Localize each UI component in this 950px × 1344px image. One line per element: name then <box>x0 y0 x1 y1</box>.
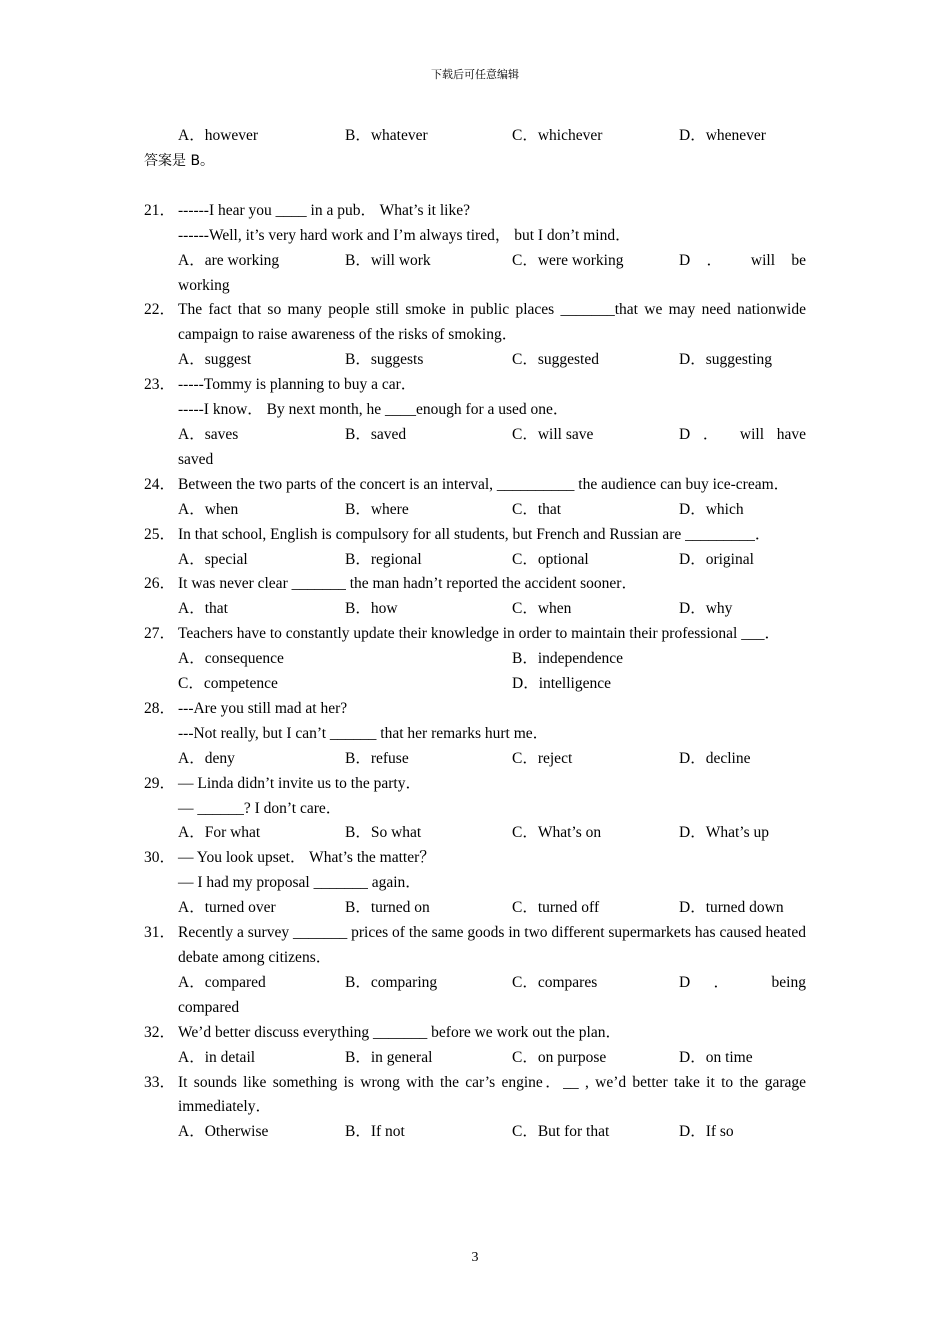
question-number: 23． <box>144 376 176 394</box>
question-number: 31． <box>144 924 176 942</box>
option-a: A．compared <box>178 973 266 991</box>
option-a: A．deny <box>178 749 235 767</box>
options-row <box>144 348 806 373</box>
option-d: D．decline <box>679 749 751 767</box>
option-a: A．however <box>178 127 259 144</box>
options-row <box>144 971 806 996</box>
option-d-continued: compared <box>178 998 240 1016</box>
question-26 <box>144 572 806 597</box>
question-number: 32． <box>144 1023 176 1041</box>
answer-note: 答案是 B。 <box>144 152 215 169</box>
option-a: A．Otherwise <box>178 1123 269 1141</box>
question-number: 27． <box>144 625 176 643</box>
option-a: A．when <box>178 500 239 518</box>
option-d: D．on time <box>679 1048 753 1066</box>
option-a: A．turned over <box>178 899 276 917</box>
option-a: A．consequence <box>178 650 284 668</box>
question-number: 30． <box>144 849 176 867</box>
option-b: B．whatever <box>345 127 428 144</box>
question-text: Teachers have to constantly update their knowledge in order to maintain their professional ___． <box>178 625 780 643</box>
options-row <box>144 821 806 846</box>
question-21 <box>144 199 806 224</box>
option-c: C．reject <box>512 749 573 767</box>
question-number: 28． <box>144 699 176 717</box>
option-d-continued: saved <box>178 450 214 468</box>
question-number: 26． <box>144 575 176 593</box>
question-text: The fact that so many people still smoke in public places _______that we may need nationwide campaign to raise awareness of the risks of smoking． <box>178 301 806 344</box>
options-row <box>144 1120 806 1145</box>
option-d: D．turned down <box>679 899 784 917</box>
option-b: B．in general <box>345 1048 433 1066</box>
dialogue-line: — You look upset． What’s the matter？ <box>178 849 435 867</box>
option-b: B．If not <box>345 1123 405 1141</box>
option-c: C．were working <box>512 251 624 269</box>
page-header: 下载后可任意编辑 <box>431 68 519 81</box>
option-d: D．intelligence <box>512 675 611 693</box>
options-row <box>144 249 806 274</box>
option-d: D．whenever <box>679 127 766 144</box>
option-c: C．But for that <box>512 1123 610 1141</box>
option-c: C．that <box>512 500 562 518</box>
question-number: 29． <box>144 774 176 792</box>
question-32 <box>144 1021 806 1046</box>
option-b: B．saved <box>345 425 407 443</box>
option-d: D ． will be <box>679 251 806 269</box>
option-c: C．optional <box>512 550 589 568</box>
option-c: C．competence <box>178 675 278 693</box>
question-22 <box>144 298 806 348</box>
option-d: D．What’s up <box>679 824 769 842</box>
options-row <box>144 672 806 697</box>
option-d-continued: working <box>178 276 230 294</box>
option-a: A．For what <box>178 824 261 842</box>
dialogue-line: ------I hear you ____ in a pub． What’s it like? <box>178 201 470 219</box>
question-33 <box>144 1071 806 1121</box>
option-d: D．why <box>679 600 733 618</box>
options-row <box>144 597 806 622</box>
option-d: D ． will have <box>679 425 806 443</box>
option-b: B．suggests <box>345 351 424 369</box>
question-28 <box>144 697 806 722</box>
dialogue-line: ------Well, it’s very hard work and I’m always tired， but I don’t mind． <box>178 226 631 244</box>
option-c: C．What’s on <box>512 824 602 842</box>
option-a: A．are working <box>178 251 280 269</box>
options-row <box>144 548 806 573</box>
page-number: 3 <box>471 1250 479 1265</box>
options-row <box>144 647 806 672</box>
option-b: B．turned on <box>345 899 430 917</box>
dialogue-line: ---Not really, but I can’t ______ that her remarks hurt me． <box>178 724 549 742</box>
question-text: Recently a survey _______ prices of the same goods in two different supermarkets has caused heated debate among citizens． <box>178 924 806 966</box>
question-number: 24． <box>144 475 176 493</box>
option-c: C．whichever <box>512 127 603 144</box>
question-text: We’d better discuss everything _______ before we work out the plan． <box>178 1023 621 1041</box>
question-text: Between the two parts of the concert is an interval, __________ the audience can buy ice-cream． <box>178 475 790 493</box>
option-a: A．saves <box>178 425 239 443</box>
option-b: B．where <box>345 500 409 518</box>
dialogue-line: — I had my proposal _______ again． <box>178 874 421 892</box>
option-b: B．independence <box>512 650 624 668</box>
options-row <box>144 896 806 921</box>
dialogue-line: -----I know． By next month, he ____enough for a used one． <box>178 401 569 419</box>
option-c: C．suggested <box>512 351 599 369</box>
question-27 <box>144 622 806 647</box>
question-30 <box>144 846 806 871</box>
option-b: B．will work <box>345 251 431 269</box>
option-b: B．regional <box>345 550 422 568</box>
option-d: D．If so <box>679 1123 734 1141</box>
option-d: D．suggesting <box>679 351 773 369</box>
option-b: B．how <box>345 600 398 618</box>
dialogue-line: ---Are you still mad at her? <box>178 699 348 717</box>
question-text: In that school, English is compulsory for all students, but French and Russian are _________． <box>178 525 771 543</box>
question-24 <box>144 473 806 498</box>
options-row <box>144 124 806 149</box>
option-c: C．will save <box>512 425 594 443</box>
dialogue-line: — Linda didn’t invite us to the party． <box>178 774 421 792</box>
options-row <box>144 1046 806 1071</box>
question-number: 21． <box>144 201 176 219</box>
option-b: B．comparing <box>345 973 438 991</box>
option-c: C．turned off <box>512 899 600 917</box>
question-29 <box>144 772 806 797</box>
options-row <box>144 423 806 448</box>
options-row <box>144 747 806 772</box>
dialogue-line: -----Tommy is planning to buy a car． <box>178 376 417 394</box>
dialogue-line: — ______? I don’t care． <box>178 799 342 817</box>
question-text: It sounds like something is wrong with the car’s engine．__ , we’d better take it to the garage immediately． <box>178 1073 806 1116</box>
question-text: It was never clear _______ the man hadn’t reported the accident sooner． <box>178 575 637 593</box>
question-number: 25． <box>144 525 176 543</box>
option-a: A．in detail <box>178 1048 256 1066</box>
question-31 <box>144 921 806 971</box>
option-b: B．refuse <box>345 749 409 767</box>
option-a: A．special <box>178 550 248 568</box>
option-a: A．suggest <box>178 351 252 369</box>
question-number: 22． <box>144 301 176 319</box>
option-d: D．original <box>679 550 754 568</box>
option-c: C．compares <box>512 973 598 991</box>
option-a: A．that <box>178 600 228 618</box>
option-c: C．when <box>512 600 572 618</box>
question-25 <box>144 523 806 548</box>
question-list <box>144 124 806 1145</box>
question-number: 33． <box>144 1073 176 1091</box>
option-c: C．on purpose <box>512 1048 607 1066</box>
option-b: B．So what <box>345 824 422 842</box>
option-d: D ． being <box>679 973 806 991</box>
question-23 <box>144 373 806 398</box>
option-d: D．which <box>679 500 744 518</box>
options-row <box>144 498 806 523</box>
